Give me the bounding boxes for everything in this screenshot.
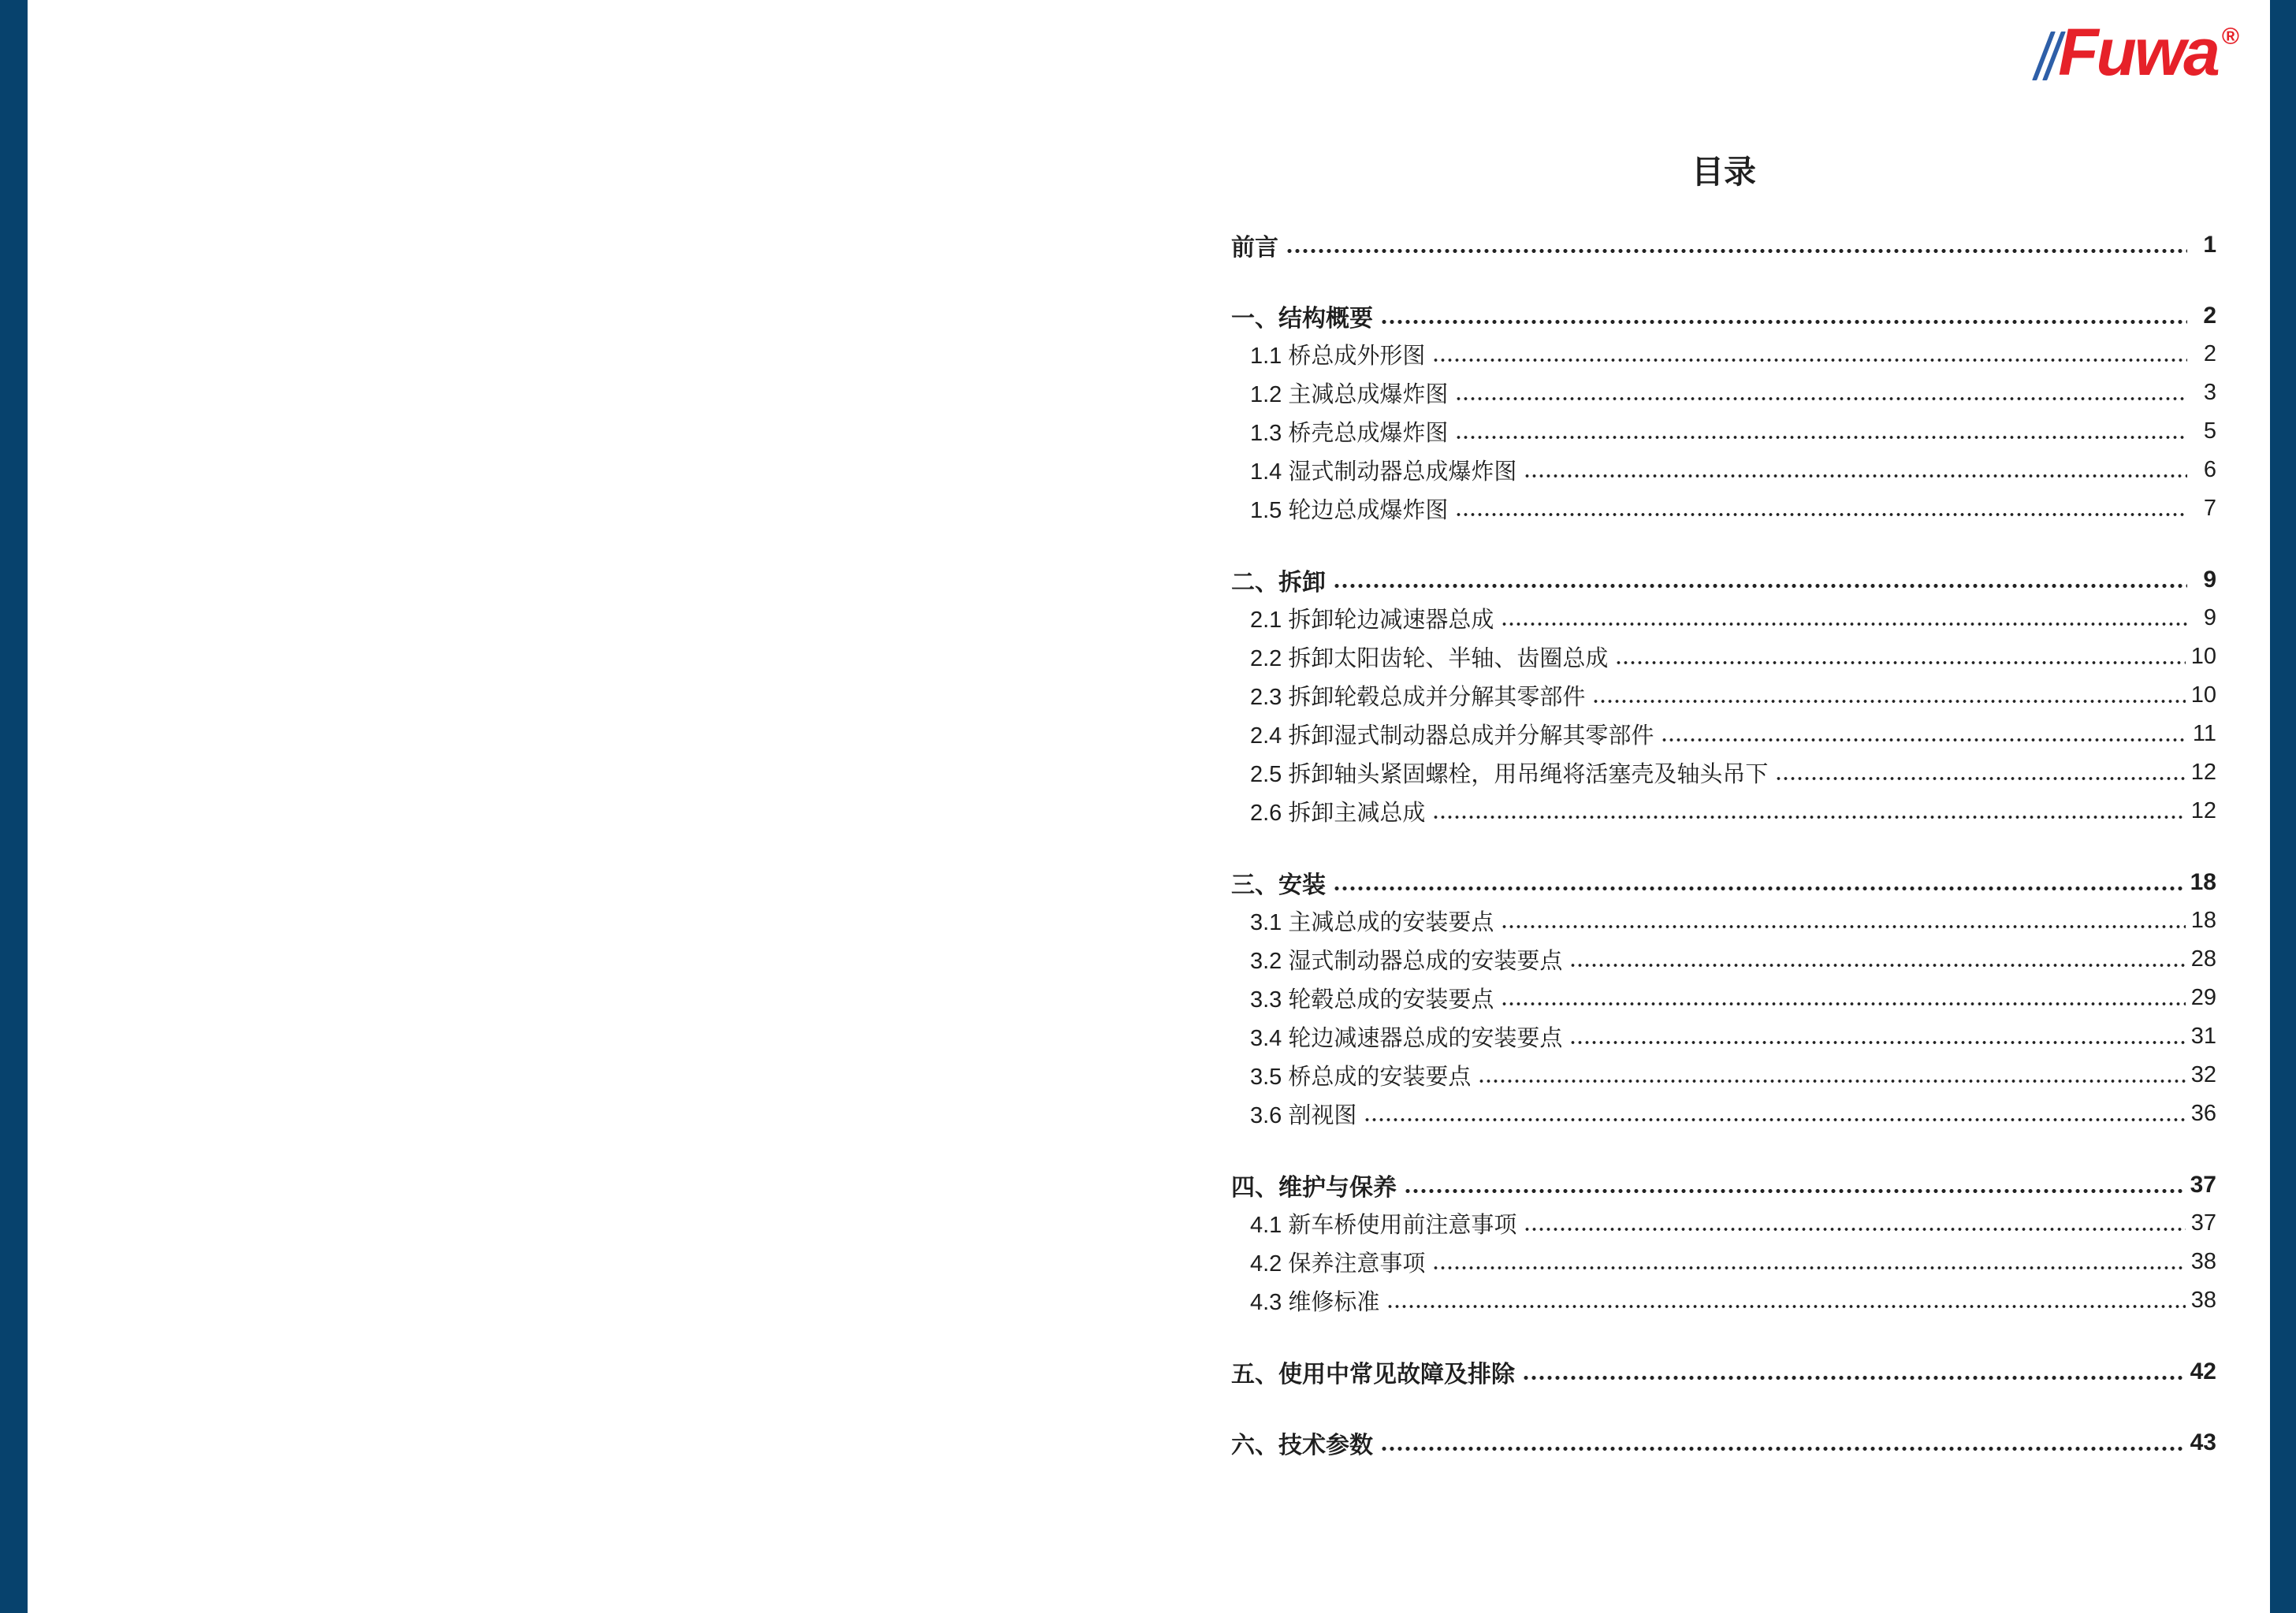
toc-entry-page: 6: [2203, 457, 2216, 482]
page-title: 目录: [1691, 154, 1756, 190]
toc-entry-label: 4.3 维修标准: [1250, 1290, 1380, 1315]
toc-entry: [1231, 940, 2216, 979]
toc-entry-label: 2.3 拆卸轮毂总成并分解其零部件: [1250, 685, 1586, 710]
toc-entry-label: 1.2 主减总成爆炸图: [1250, 382, 1449, 407]
toc-entry-label: 1.1 桥总成外形图: [1250, 344, 1426, 369]
toc-entry-page: 37: [2190, 1171, 2216, 1198]
toc-entry: [1231, 1095, 2216, 1133]
toc-entry: [1231, 753, 2216, 792]
toc-dot-leader: [1501, 1002, 2185, 1006]
toc-entry-page: 37: [2190, 1210, 2216, 1236]
toc-entry-label: 五、使用中常见故障及排除: [1231, 1361, 1515, 1388]
toc-dot-leader: [1455, 396, 2187, 401]
toc-entry-page: 36: [2190, 1101, 2216, 1126]
toc-dot-leader: [1569, 963, 2185, 968]
toc-dot-leader: [1386, 1304, 2185, 1309]
toc-dot-leader: [1661, 738, 2187, 742]
toc-dot-leader: [1592, 699, 2185, 704]
left-margin-bar: [0, 0, 28, 1613]
toc-list: [1231, 225, 2216, 1462]
toc-dot-leader: [1364, 1117, 2185, 1122]
toc-entry-page: 9: [2203, 566, 2216, 593]
toc-dot-leader: [1432, 1265, 2185, 1270]
toc-entry-label: 2.4 拆卸湿式制动器总成并分解其零部件: [1250, 723, 1654, 749]
toc-entry-label: 前言: [1231, 234, 1278, 261]
toc-entry: [1231, 599, 2216, 637]
toc-entry-label: 三、安装: [1231, 872, 1326, 898]
toc-entry-label: 3.3 轮毂总成的安装要点: [1250, 987, 1494, 1013]
toc-entry-label: 2.2 拆卸太阳齿轮、半轴、齿圈总成: [1250, 646, 1609, 671]
toc-dot-leader: [1615, 660, 2185, 665]
toc-dot-leader: [1524, 474, 2187, 478]
toc-entry-label: 1.3 桥壳总成爆炸图: [1250, 421, 1449, 446]
toc-dot-leader: [1569, 1040, 2185, 1045]
toc-entry: [1231, 225, 2216, 264]
toc-entry: [1231, 792, 2216, 831]
toc-entry-page: 28: [2190, 946, 2216, 972]
toc-dot-leader: [1775, 776, 2185, 781]
toc-dot-leader: [1380, 319, 2187, 325]
toc-entry-label: 4.2 保养注意事项: [1250, 1251, 1426, 1277]
toc-entry-label: 3.4 轮边减速器总成的安装要点: [1250, 1026, 1563, 1051]
toc-entry-page: 2: [2203, 302, 2216, 329]
toc-entry-page: 12: [2190, 798, 2216, 823]
logo-brand-text: Fuwa: [2058, 15, 2218, 89]
toc-entry-page: 3: [2203, 380, 2216, 405]
toc-entry: [1231, 1243, 2216, 1281]
toc-entry-label: 3.5 桥总成的安装要点: [1250, 1065, 1472, 1090]
toc-entry: [1231, 1423, 2216, 1462]
toc-entry-page: 1: [2203, 231, 2216, 258]
toc-entry: [1231, 979, 2216, 1017]
toc-entry-label: 四、维护与保养: [1231, 1174, 1397, 1201]
toc-dot-leader: [1333, 583, 2187, 589]
toc-dot-leader: [1404, 1188, 2185, 1194]
toc-entry-page: 29: [2190, 985, 2216, 1010]
toc-entry-label: 3.2 湿式制动器总成的安装要点: [1250, 949, 1563, 974]
toc-entry: [1231, 1281, 2216, 1320]
toc-entry-page: 11: [2192, 721, 2216, 746]
toc-entry: [1231, 489, 2216, 528]
toc-entry: [1231, 1056, 2216, 1095]
toc-entry-page: 10: [2190, 682, 2216, 708]
table-of-contents: [1231, 154, 2216, 1462]
toc-dot-leader: [1455, 435, 2187, 440]
toc-entry-page: 9: [2203, 605, 2216, 630]
toc-dot-leader: [1286, 248, 2187, 254]
toc-dot-leader: [1522, 1375, 2185, 1381]
registered-trademark-icon: ®: [2221, 24, 2239, 50]
toc-entry-page: 12: [2190, 760, 2216, 785]
toc-entry: [1231, 451, 2216, 489]
toc-entry-label: 1.5 轮边总成爆炸图: [1250, 498, 1449, 523]
toc-entry-label: 2.6 拆卸主减总成: [1250, 801, 1426, 826]
toc-entry-page: 2: [2203, 341, 2216, 366]
toc-entry-label: 一、结构概要: [1231, 305, 1373, 332]
toc-entry: [1231, 1204, 2216, 1243]
toc-dot-leader: [1380, 1446, 2185, 1451]
toc-entry-label: 4.1 新车桥使用前注意事项: [1250, 1213, 1517, 1238]
toc-entry: [1231, 374, 2216, 412]
toc-entry-page: 32: [2190, 1062, 2216, 1087]
toc-entry-page: 38: [2190, 1249, 2216, 1274]
toc-entry: [1231, 296, 2216, 335]
toc-entry: [1231, 715, 2216, 753]
toc-entry: [1231, 1352, 2216, 1391]
toc-entry-page: 38: [2190, 1288, 2216, 1313]
toc-dot-leader: [1432, 815, 2185, 820]
toc-dot-leader: [1333, 886, 2185, 891]
toc-entry-page: 18: [2190, 908, 2216, 933]
toc-entry: [1231, 637, 2216, 676]
toc-entry-page: 31: [2190, 1024, 2216, 1049]
toc-entry: [1231, 1017, 2216, 1056]
toc-entry-label: 二、拆卸: [1231, 569, 1326, 596]
toc-dot-leader: [1501, 924, 2185, 929]
toc-entry-page: 43: [2190, 1429, 2216, 1455]
toc-entry-label: 3.1 主减总成的安装要点: [1250, 910, 1494, 935]
toc-dot-leader: [1455, 512, 2187, 517]
toc-entry-label: 1.4 湿式制动器总成爆炸图: [1250, 459, 1517, 485]
toc-entry-label: 2.1 拆卸轮边减速器总成: [1250, 608, 1494, 633]
toc-dot-leader: [1501, 622, 2187, 626]
toc-entry: [1231, 863, 2216, 901]
toc-entry-page: 10: [2190, 644, 2216, 669]
toc-entry-label: 3.6 剖视图: [1250, 1103, 1357, 1128]
toc-dot-leader: [1478, 1079, 2185, 1083]
logo-slashes-icon: [2041, 32, 2056, 80]
toc-entry: [1231, 1165, 2216, 1204]
toc-entry: [1231, 412, 2216, 451]
fuwa-logo: [2041, 15, 2239, 89]
toc-entry: [1231, 901, 2216, 940]
toc-entry-label: 六、技术参数: [1231, 1432, 1373, 1459]
toc-entry: [1231, 335, 2216, 374]
right-margin-bar: [2270, 0, 2296, 1613]
toc-entry-page: 5: [2203, 418, 2216, 444]
toc-entry-page: 18: [2190, 868, 2216, 895]
toc-entry: [1231, 560, 2216, 599]
toc-entry-page: 7: [2203, 496, 2216, 521]
toc-dot-leader: [1432, 358, 2187, 362]
toc-entry-label: 2.5 拆卸轴头紧固螺栓，用吊绳将活塞壳及轴头吊下: [1250, 762, 1769, 787]
toc-entry: [1231, 676, 2216, 715]
toc-dot-leader: [1524, 1227, 2185, 1232]
toc-entry-page: 42: [2190, 1358, 2216, 1384]
